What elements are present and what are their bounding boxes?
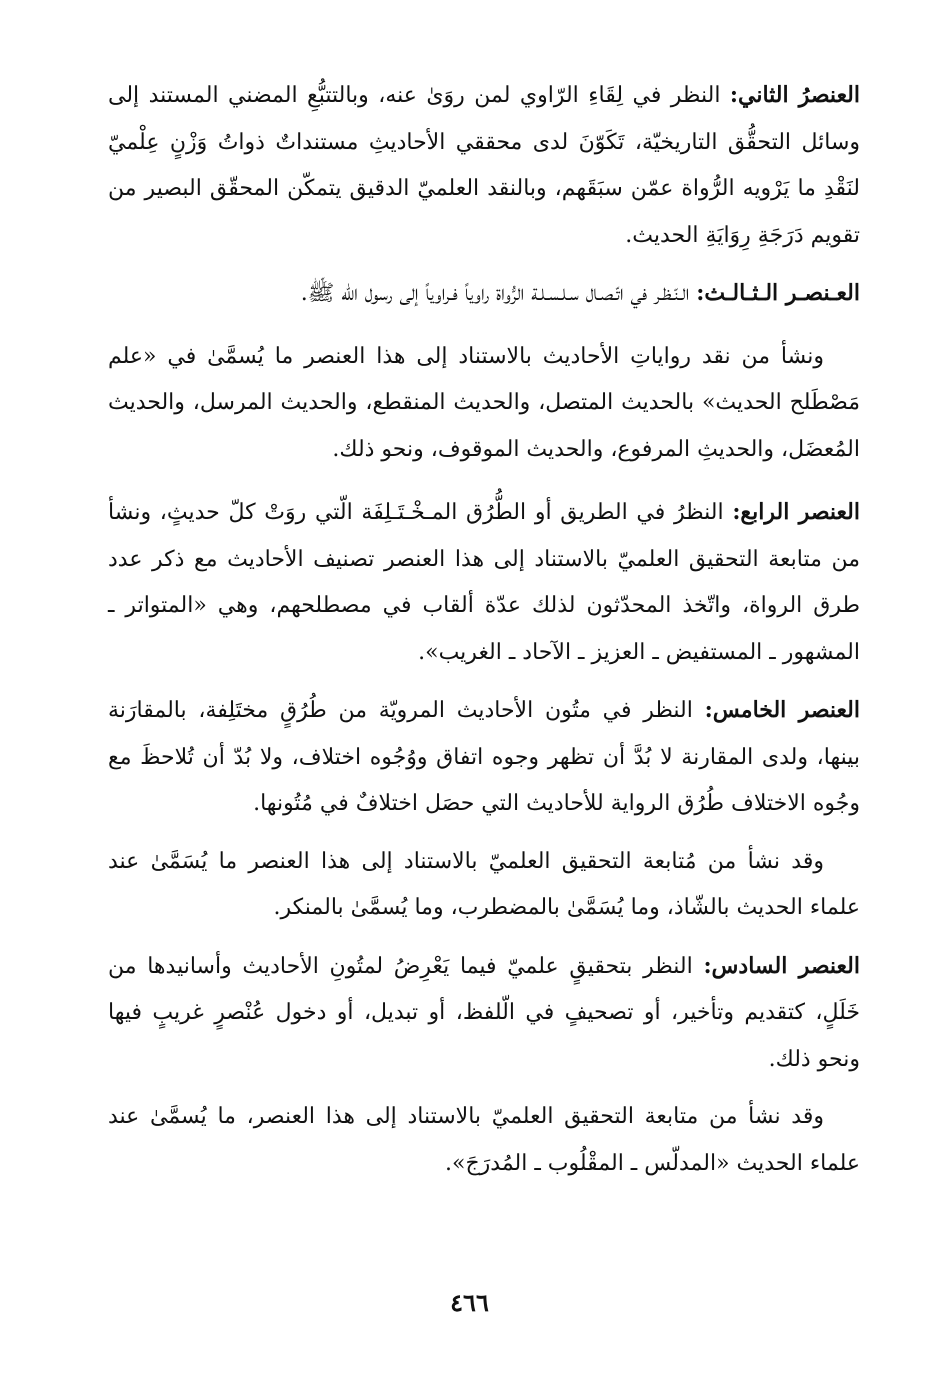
paragraph-element-five — [108, 687, 860, 828]
heading-element-six: العنصر السادس: — [703, 952, 860, 979]
paragraph-element-four — [108, 489, 860, 676]
paragraph-element-six — [108, 943, 860, 1084]
paragraph-element-two — [108, 72, 860, 259]
heading-element-three: العـنصـر الـثـالـث: — [696, 280, 860, 306]
heading-element-two: العنصرُ الثاني: — [729, 82, 860, 108]
text-element-five: النظر في متُون الأحاديث المرويّة من طُرُقٍ مختَلِفة، بالمقارَنة بينها، ولدى المقارنة لا بُدَّ أن تظهر وجوه اتفاق ووُجُوه اختلاف، ولا بُدّ أن تُلاحظَ مع وجُوه الاختلاف طُرُق الرواية للأحاديث التي حصَل اختلافٌ في مُتُونها. — [108, 698, 860, 816]
paragraph-element-five-derived — [108, 839, 860, 932]
text-element-six-derived: وقد نشأ من متابعة التحقيق العلميّ بالاستناد إلى هذا العنصر، ما يُسمَّىٰ عند علماء الحديث «المدلّس ـ المقْلُوب ـ المُدرَجَ». — [108, 1104, 860, 1176]
heading-element-four: العنصر الرابع: — [732, 499, 860, 525]
heading-element-five: العنصر الخامس: — [704, 697, 860, 723]
text-element-four: النظرُ في الطريق أو الطُّرُق المـخْـتَـلِفَة الّتي روَتْ كلّ حديثٍ، ونشأ من متابعة التحقيق العلميّ بالاستناد إلى هذا العنصر تصنيف الأحاديث مع ذكر عدد طرق الرواة، واتّخذ المحدّثون لذلك عدّة ألقاب في مصطلحهم، وهي «المتواتر ـ المشهور ـ المستفيض ـ العزيز ـ الآحاد ـ الغريب». — [108, 500, 860, 665]
text-element-two: النظر في لِقَاءِ الرّاوي لمن روَىٰ عنه، وبالتتبُّعِ المضني المستند إلى وسائل التحقُّق التاريخيّة، تَكَوّنَ لدى محققي الأحاديثِ مستنداتٌ ذواتُ وَزْنٍ عِلْميّ لنَقْدِ ما يَرْويه الرُّواة عمّن سبَقَهم، وبالنقد العلميّ الدقيق يتمكّن المحقّق البصير من تقويم دَرَجَةِ رِوَايَةِ الحديث. — [108, 83, 860, 248]
text-element-six: النظر بتحقيقٍ علميّ فيما يَعْرِضُ لمتُونِ الأحاديث وأسانيدها من خَلَلٍ، كتقديم وتأخير، أو تصحيفٍ في الّلفظ، أو تبديل، أو دخول عُنْصرٍ غريبٍ فيها ونحو ذلك. — [108, 953, 860, 1072]
page-number: ٤٦٦ — [450, 1288, 489, 1317]
paragraph-element-three-derived — [108, 334, 860, 474]
text-element-three-derived: ونشأ من نقد رواياتِ الأحاديث بالاستناد إلى هذا العنصر ما يُسمَّىٰ في «علم مَصْطَلح الحديث» بالحديث المتصل، والحديث المنقطع، والحديث المرسل، والحديث المُعضَل، والحديثِ المرفوع، والحديث الموقوف، ونحو ذلك. — [108, 343, 860, 462]
paragraph-element-three — [108, 270, 860, 318]
text-element-three: الـنّـظـر في اتّـصـال سـلـسـلـة الرُّواة راوياً فـراوياً إلى رسول الله ﷺ. — [300, 281, 697, 306]
text-element-five-derived: وقد نشأ من مُتابعة التحقيق العلميّ بالاستناد إلى هذا العنصر ما يُسَمَّىٰ عند علماء الحديث بالشّاذ، وما يُسَمَّىٰ بالمضطرب، وما يُسمَّىٰ بالمنكر. — [108, 848, 860, 920]
paragraph-element-six-derived — [108, 1094, 860, 1187]
page-body — [108, 72, 860, 1198]
